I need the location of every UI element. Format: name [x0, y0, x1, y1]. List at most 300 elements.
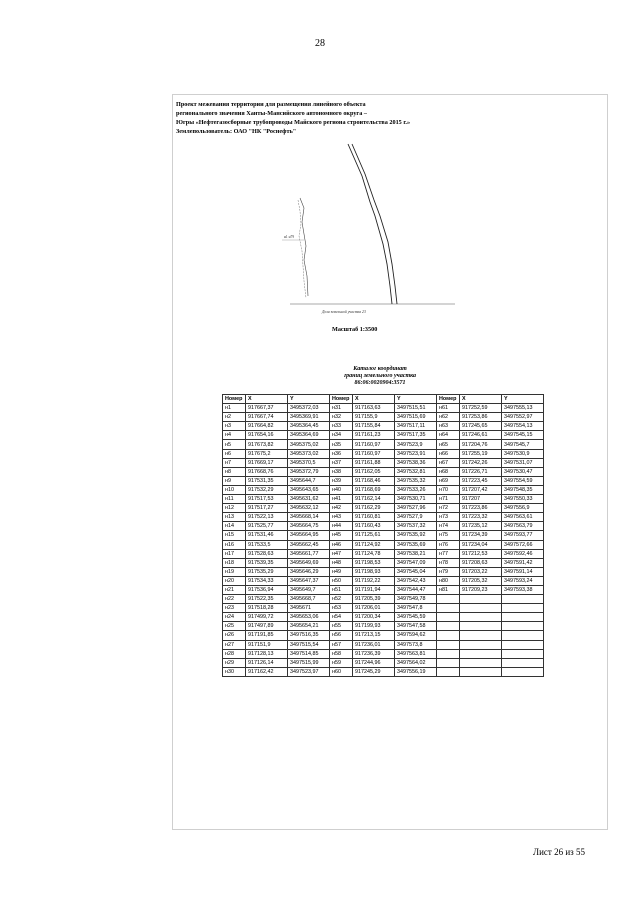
table-cell: 917531,35: [246, 476, 288, 485]
table-cell: н43: [330, 513, 353, 522]
table-cell: 3497547,58: [395, 622, 437, 631]
table-row: [223, 495, 544, 504]
table-cell: н41: [330, 495, 353, 504]
header-line-3: Югры «Нефтегазосборные трубопроводы Майского региона строительства 2015 г.»: [176, 119, 411, 126]
table-cell: 3495372,79: [288, 467, 330, 476]
table-cell: 3495649,7: [288, 585, 330, 594]
table-cell: 3497535,32: [395, 476, 437, 485]
column-header: X: [460, 395, 502, 404]
table-cell: [460, 667, 502, 676]
table-cell: н16: [223, 540, 246, 549]
table-cell: 3497532,81: [395, 467, 437, 476]
table-cell: н72: [437, 504, 460, 513]
table-cell: н33: [330, 422, 353, 431]
table-cell: 3495373,02: [288, 449, 330, 458]
table-cell: н3: [223, 422, 246, 431]
table-cell: 3497573,8: [395, 640, 437, 649]
table-cell: [502, 613, 544, 622]
table-cell: 3497527,9: [395, 513, 437, 522]
table-cell: н21: [223, 585, 246, 594]
table-cell: 3497537,32: [395, 522, 437, 531]
table-cell: н22: [223, 595, 246, 604]
table-cell: 917128,13: [246, 649, 288, 658]
table-cell: 917244,96: [353, 658, 395, 667]
table-cell: 3497530,47: [502, 467, 544, 476]
table-cell: 917245,65: [460, 422, 502, 431]
table-cell: 3497545,59: [395, 613, 437, 622]
table-cell: 917528,63: [246, 549, 288, 558]
table-cell: 917499,72: [246, 613, 288, 622]
table-cell: 917205,32: [460, 576, 502, 585]
table-cell: 3497593,38: [502, 585, 544, 594]
table-row: [223, 485, 544, 494]
table-cell: 917200,34: [353, 613, 395, 622]
table-row: [223, 631, 544, 640]
table-cell: н11: [223, 495, 246, 504]
table-cell: 3497545,04: [395, 567, 437, 576]
table-cell: 917242,26: [460, 458, 502, 467]
table-cell: 917535,29: [246, 567, 288, 576]
table-cell: [460, 640, 502, 649]
table-cell: 3497548,35: [502, 485, 544, 494]
table-cell: н34: [330, 431, 353, 440]
table-cell: [460, 622, 502, 631]
table-cell: 917155,9: [353, 413, 395, 422]
table-row: [223, 522, 544, 531]
table-cell: 917125,61: [353, 531, 395, 540]
table-cell: н2: [223, 413, 246, 422]
table-cell: 917203,22: [460, 567, 502, 576]
table-cell: 917255,19: [460, 449, 502, 458]
table-cell: н35: [330, 440, 353, 449]
table-cell: н38: [330, 467, 353, 476]
table-cell: 3497516,35: [288, 631, 330, 640]
table-cell: 3497535,92: [395, 531, 437, 540]
table-row: [223, 504, 544, 513]
table-cell: 917667,37: [246, 404, 288, 413]
table-cell: 917198,53: [353, 558, 395, 567]
table-cell: н60: [330, 667, 353, 676]
map-label-left: н1 н79: [284, 235, 295, 239]
table-cell: 917162,29: [353, 504, 395, 513]
table-cell: 917253,86: [460, 413, 502, 422]
table-cell: 917497,89: [246, 622, 288, 631]
table-cell: н59: [330, 658, 353, 667]
table-cell: [437, 667, 460, 676]
table-cell: н75: [437, 531, 460, 540]
table-cell: 3497554,59: [502, 476, 544, 485]
table-cell: 3497547,8: [395, 604, 437, 613]
table-cell: 3495643,65: [288, 485, 330, 494]
table-cell: 917664,82: [246, 422, 288, 431]
table-cell: 3495649,69: [288, 558, 330, 567]
table-cell: 3497515,54: [288, 640, 330, 649]
table-cell: [437, 604, 460, 613]
table-cell: н28: [223, 649, 246, 658]
table-cell: 917162,05: [353, 467, 395, 476]
catalog-line-3: 86:06:0020904:3571: [354, 380, 406, 386]
table-cell: н13: [223, 513, 246, 522]
page-number: 28: [315, 38, 325, 49]
table-cell: 917126,14: [246, 658, 288, 667]
table-cell: 917212,53: [460, 549, 502, 558]
table-row: [223, 585, 544, 594]
table-cell: 3495671: [288, 604, 330, 613]
table-cell: 3495647,37: [288, 576, 330, 585]
table-cell: 3497563,81: [395, 649, 437, 658]
table-cell: 3495372,03: [288, 404, 330, 413]
table-cell: 917536,94: [246, 585, 288, 594]
table-cell: 3497591,14: [502, 567, 544, 576]
table-row: [223, 513, 544, 522]
column-header: Y: [288, 395, 330, 404]
table-cell: н44: [330, 522, 353, 531]
table-cell: н70: [437, 485, 460, 494]
table-cell: 917223,86: [460, 504, 502, 513]
catalog-title: [270, 366, 490, 387]
table-cell: 917531,46: [246, 531, 288, 540]
table-cell: 3495632,12: [288, 504, 330, 513]
table-cell: [460, 595, 502, 604]
table-cell: 917191,94: [353, 585, 395, 594]
scale-label: Масштаб 1:3500: [332, 326, 378, 333]
table-cell: н23: [223, 604, 246, 613]
table-cell: 3497545,15: [502, 431, 544, 440]
table-cell: 917160,81: [353, 513, 395, 522]
table-cell: 917245,29: [353, 667, 395, 676]
catalog-line-2: границ земельного участка: [343, 373, 417, 379]
table-cell: н69: [437, 476, 460, 485]
table-cell: 3495664,95: [288, 531, 330, 540]
table-cell: 917669,17: [246, 458, 288, 467]
table-cell: [437, 613, 460, 622]
table-cell: 3495369,91: [288, 413, 330, 422]
table-cell: н48: [330, 558, 353, 567]
table-cell: н39: [330, 476, 353, 485]
table-cell: 3497550,33: [502, 495, 544, 504]
table-cell: н53: [330, 604, 353, 613]
table-cell: н25: [223, 622, 246, 631]
table-cell: н12: [223, 504, 246, 513]
table-cell: н4: [223, 431, 246, 440]
table-cell: 917205,39: [353, 595, 395, 604]
table-row: [223, 576, 544, 585]
table-cell: н37: [330, 458, 353, 467]
table-cell: 3495644,7: [288, 476, 330, 485]
table-cell: 3497556,19: [395, 667, 437, 676]
table-cell: 917192,22: [353, 576, 395, 585]
table-cell: 917668,76: [246, 467, 288, 476]
table-cell: н8: [223, 467, 246, 476]
table-cell: [460, 604, 502, 613]
table-cell: 917532,29: [246, 485, 288, 494]
table-cell: н76: [437, 540, 460, 549]
table-cell: н42: [330, 504, 353, 513]
column-header: Номер: [223, 395, 246, 404]
table-cell: [437, 622, 460, 631]
table-cell: 917522,13: [246, 513, 288, 522]
site-plan-map: [270, 136, 470, 326]
table-cell: 3497564,02: [395, 658, 437, 667]
table-cell: 917163,63: [353, 404, 395, 413]
table-cell: [437, 658, 460, 667]
table-cell: н9: [223, 476, 246, 485]
column-header: X: [353, 395, 395, 404]
table-cell: [502, 622, 544, 631]
table-cell: 3497530,71: [395, 495, 437, 504]
table-cell: н40: [330, 485, 353, 494]
table-cell: 3497593,24: [502, 576, 544, 585]
table-cell: 917151,9: [246, 640, 288, 649]
table-cell: 3495668,14: [288, 513, 330, 522]
table-cell: н61: [437, 404, 460, 413]
table-cell: н65: [437, 440, 460, 449]
table-cell: 917517,53: [246, 495, 288, 504]
table-cell: н71: [437, 495, 460, 504]
table-cell: [437, 595, 460, 604]
table-cell: 917246,61: [460, 431, 502, 440]
table-cell: 917534,33: [246, 576, 288, 585]
table-cell: 3495631,62: [288, 495, 330, 504]
table-cell: н31: [330, 404, 353, 413]
table-cell: 3497530,9: [502, 449, 544, 458]
table-cell: 917517,27: [246, 504, 288, 513]
table-cell: 3495653,06: [288, 613, 330, 622]
table-cell: 917161,23: [353, 431, 395, 440]
table-cell: 917236,01: [353, 640, 395, 649]
table-cell: н52: [330, 595, 353, 604]
table-cell: н19: [223, 567, 246, 576]
table-cell: 917168,69: [353, 485, 395, 494]
table-cell: н24: [223, 613, 246, 622]
table-cell: 3497517,35: [395, 431, 437, 440]
table-cell: 917206,01: [353, 604, 395, 613]
table-row: [223, 604, 544, 613]
table-cell: 917236,39: [353, 649, 395, 658]
table-cell: 917160,97: [353, 449, 395, 458]
table-cell: 917533,5: [246, 540, 288, 549]
table-cell: 3497572,66: [502, 540, 544, 549]
table-cell: 3497594,62: [395, 631, 437, 640]
table-cell: [460, 631, 502, 640]
table-cell: 3495668,7: [288, 595, 330, 604]
table-row: [223, 476, 544, 485]
table-cell: 917198,93: [353, 567, 395, 576]
table-cell: 917654,16: [246, 431, 288, 440]
table-row: [223, 449, 544, 458]
table-cell: [502, 658, 544, 667]
table-cell: [437, 649, 460, 658]
table-cell: 917518,28: [246, 604, 288, 613]
table-cell: 3495646,29: [288, 567, 330, 576]
parcel-line-b: [298, 200, 306, 298]
table-cell: н64: [437, 431, 460, 440]
table-cell: 917234,39: [460, 531, 502, 540]
table-cell: 3497538,36: [395, 458, 437, 467]
table-cell: н15: [223, 531, 246, 540]
table-cell: 3497554,13: [502, 422, 544, 431]
table-cell: н67: [437, 458, 460, 467]
table-cell: 3497547,09: [395, 558, 437, 567]
table-cell: 3497545,7: [502, 440, 544, 449]
table-row: [223, 613, 544, 622]
table-cell: 917207,42: [460, 485, 502, 494]
table-cell: 917213,15: [353, 631, 395, 640]
table-cell: 3497593,77: [502, 531, 544, 540]
table-cell: 917207: [460, 495, 502, 504]
table-cell: н81: [437, 585, 460, 594]
table-row: [223, 595, 544, 604]
table-cell: 917226,71: [460, 467, 502, 476]
table-row: [223, 658, 544, 667]
table-row: [223, 649, 544, 658]
table-cell: 3495364,69: [288, 431, 330, 440]
table-cell: н51: [330, 585, 353, 594]
table-cell: н54: [330, 613, 353, 622]
column-header: Номер: [437, 395, 460, 404]
table-cell: [437, 640, 460, 649]
table-cell: 3497544,47: [395, 585, 437, 594]
table-cell: 917124,78: [353, 549, 395, 558]
table-cell: 3497555,13: [502, 404, 544, 413]
table-cell: 917525,77: [246, 522, 288, 531]
map-label-bottom: Доля земельной участка 23: [322, 310, 366, 314]
table-cell: н68: [437, 467, 460, 476]
header-line-1: Проект межевания территории для размещения линейного объекта: [176, 101, 366, 108]
table-cell: н56: [330, 631, 353, 640]
table-cell: 3497514,85: [288, 649, 330, 658]
table-cell: [437, 631, 460, 640]
table-cell: 917208,63: [460, 558, 502, 567]
table-cell: 3495370,5: [288, 458, 330, 467]
table-row: [223, 549, 544, 558]
table-cell: [460, 658, 502, 667]
table-row: [223, 422, 544, 431]
table-cell: 917162,42: [246, 667, 288, 676]
table-row: [223, 640, 544, 649]
table-cell: [502, 667, 544, 676]
table-cell: 3497515,99: [288, 658, 330, 667]
table-row: [223, 458, 544, 467]
table-cell: н57: [330, 640, 353, 649]
table-cell: 3495654,21: [288, 622, 330, 631]
catalog-line-1: Каталог координат: [353, 366, 407, 372]
table-row: [223, 531, 544, 540]
table-cell: н45: [330, 531, 353, 540]
table-cell: [460, 649, 502, 658]
table-cell: н77: [437, 549, 460, 558]
table-cell: 917539,35: [246, 558, 288, 567]
table-cell: 917234,04: [460, 540, 502, 549]
column-header: Номер: [330, 395, 353, 404]
table-cell: 3495662,45: [288, 540, 330, 549]
table-cell: 3497535,69: [395, 540, 437, 549]
table-cell: н80: [437, 576, 460, 585]
table-cell: 3497523,97: [288, 667, 330, 676]
table-cell: н20: [223, 576, 246, 585]
table-cell: 917124,92: [353, 540, 395, 549]
table-cell: н46: [330, 540, 353, 549]
table-row: [223, 404, 544, 413]
table-row: [223, 558, 544, 567]
table-cell: 917673,82: [246, 440, 288, 449]
table-cell: 3497538,21: [395, 549, 437, 558]
table-cell: н27: [223, 640, 246, 649]
table-row: [223, 667, 544, 676]
table-cell: 917168,46: [353, 476, 395, 485]
table-cell: н1: [223, 404, 246, 413]
table-cell: 3497592,46: [502, 549, 544, 558]
table-cell: [502, 640, 544, 649]
table-cell: н66: [437, 449, 460, 458]
table-cell: н14: [223, 522, 246, 531]
table-cell: н17: [223, 549, 246, 558]
coordinates-table: [222, 394, 544, 677]
table-row: [223, 413, 544, 422]
table-cell: 917223,45: [460, 476, 502, 485]
table-cell: 917667,74: [246, 413, 288, 422]
table-cell: 917252,59: [460, 404, 502, 413]
header-line-4: Землепользователь: ОАО "НК "Роснефть": [176, 128, 297, 135]
table-cell: н7: [223, 458, 246, 467]
table-cell: н55: [330, 622, 353, 631]
table-cell: 3495661,77: [288, 549, 330, 558]
table-cell: н18: [223, 558, 246, 567]
table-cell: 3497549,78: [395, 595, 437, 604]
table-cell: 917223,32: [460, 513, 502, 522]
table-cell: н74: [437, 522, 460, 531]
table-cell: 3497531,07: [502, 458, 544, 467]
table-row: [223, 440, 544, 449]
table-cell: н50: [330, 576, 353, 585]
column-header: Y: [395, 395, 437, 404]
table-header-row: [223, 395, 544, 404]
table-cell: н47: [330, 549, 353, 558]
table-cell: 3497515,51: [395, 404, 437, 413]
table-cell: 917155,84: [353, 422, 395, 431]
table-cell: 3497517,11: [395, 422, 437, 431]
table-cell: н73: [437, 513, 460, 522]
table-cell: н26: [223, 631, 246, 640]
table-row: [223, 567, 544, 576]
table-cell: 3497515,69: [395, 413, 437, 422]
table-cell: н5: [223, 440, 246, 449]
column-header: Y: [502, 395, 544, 404]
table-row: [223, 467, 544, 476]
table-cell: [502, 604, 544, 613]
table-cell: 3497552,97: [502, 413, 544, 422]
table-cell: [502, 631, 544, 640]
column-header: X: [246, 395, 288, 404]
table-cell: 917522,35: [246, 595, 288, 604]
table-cell: 917199,93: [353, 622, 395, 631]
table-cell: 917235,12: [460, 522, 502, 531]
table-cell: 3497533,26: [395, 485, 437, 494]
table-cell: 3497523,9: [395, 440, 437, 449]
table-cell: 917675,2: [246, 449, 288, 458]
table-cell: н10: [223, 485, 246, 494]
table-row: [223, 431, 544, 440]
table-cell: н29: [223, 658, 246, 667]
corridor-line-a: [348, 144, 392, 304]
table-cell: н78: [437, 558, 460, 567]
table-cell: н58: [330, 649, 353, 658]
document-header: [176, 100, 476, 136]
table-cell: 3497542,43: [395, 576, 437, 585]
sheet-footer: Лист 26 из 55: [533, 847, 585, 857]
table-cell: 3497563,61: [502, 513, 544, 522]
table-cell: н32: [330, 413, 353, 422]
